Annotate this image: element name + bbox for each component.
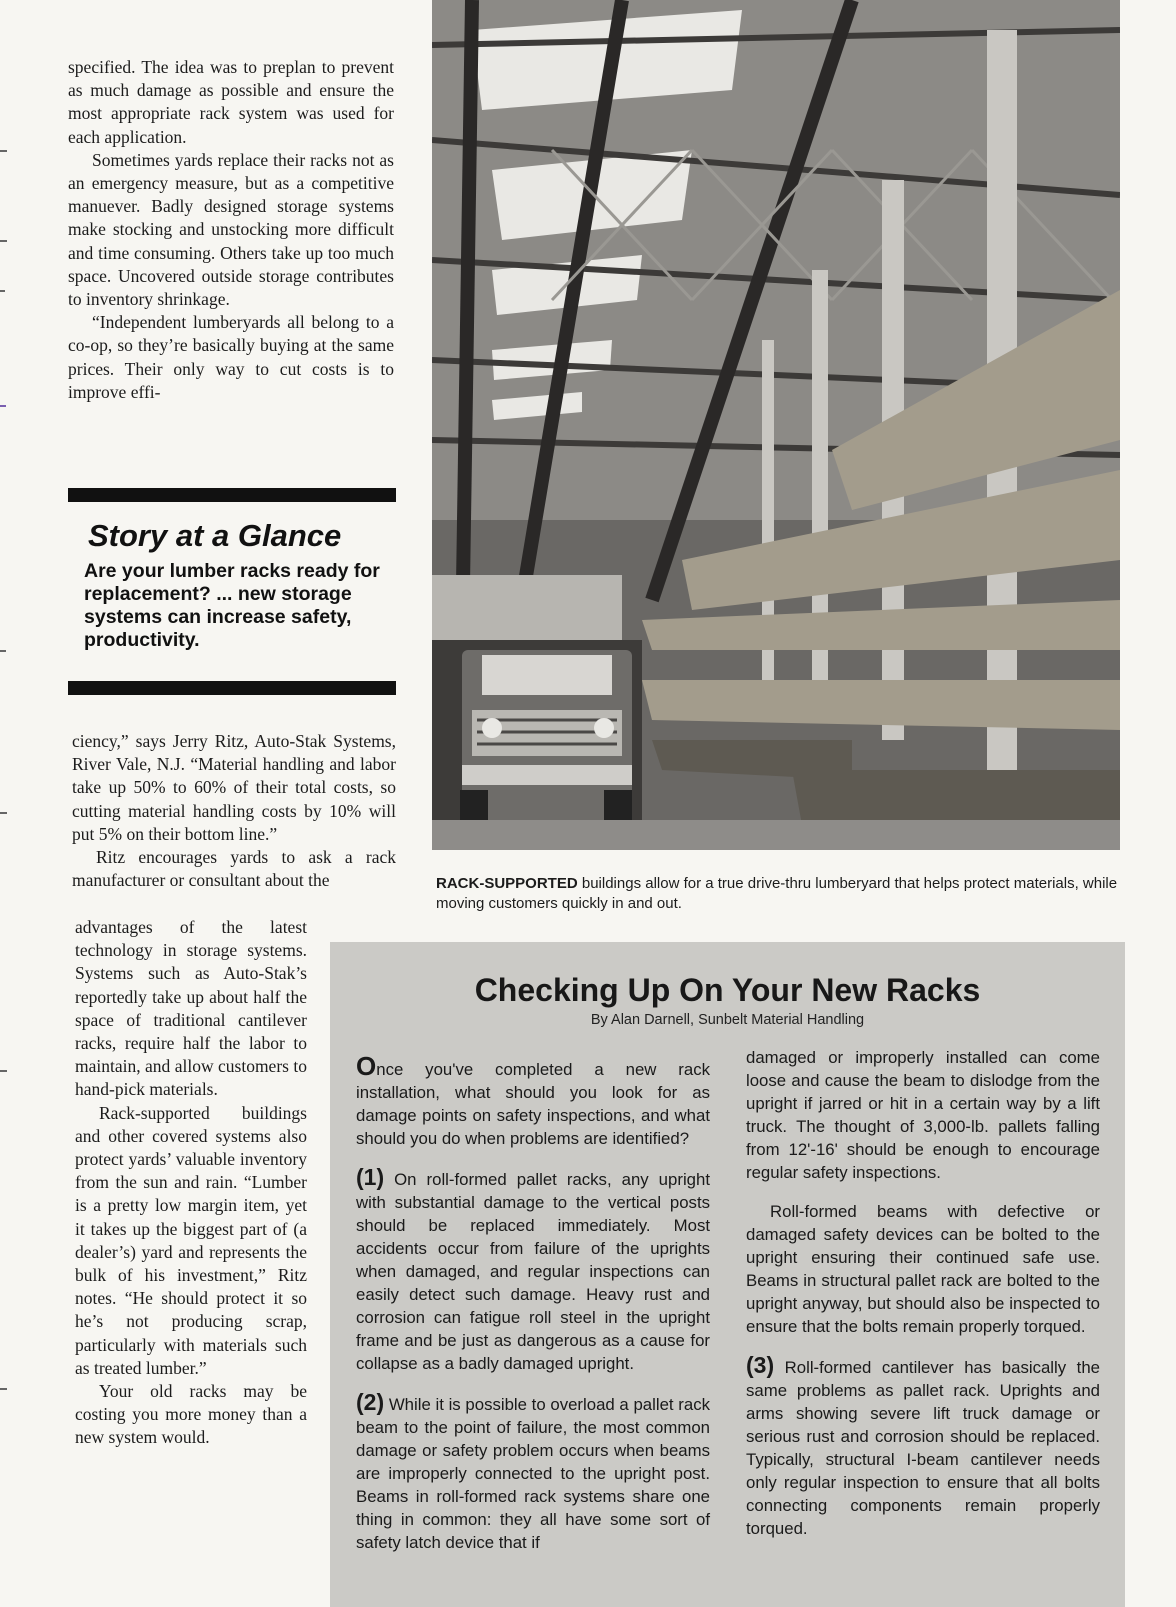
binding-edge-marks bbox=[0, 0, 8, 1607]
sidebar-column-left bbox=[356, 1051, 710, 1570]
article-column-lower bbox=[75, 916, 307, 1450]
body-paragraph: advantages of the latest technology in storage systems. Systems such as Auto-Stak’s reportedly take up about half the space of traditional cantilever racks, require half the labor to maintain, and allow customers to hand-pick materials. bbox=[75, 917, 307, 1100]
sidebar-column-right bbox=[746, 1046, 1100, 1556]
body-paragraph: Ritz encourages yards to ask a rack manufacturer or consultant about the bbox=[72, 847, 396, 891]
article-column-top bbox=[68, 56, 394, 404]
sidebar-box bbox=[330, 942, 1125, 1607]
body-paragraph: specified. The idea was to preplan to prevent as much damage as possible and ensure the most appropriate rack system was used for each application. bbox=[68, 57, 394, 147]
body-paragraph: ciency,” says Jerry Ritz, Auto-Stak Systems, River Vale, N.J. “Material handling and labor take up 50% to 60% of their total costs, so cutting material handling costs by 10% will put 5% on their bottom line.” bbox=[72, 731, 396, 844]
sidebar-title: Checking Up On Your New Racks bbox=[474, 972, 981, 1008]
rack-building-illustration bbox=[432, 0, 1120, 850]
sidebar-item-3: (3) Roll-formed cantilever has basically the same problems as pallet rack. Uprights and arms showing severe lift truck damage or serious rust and corrosion should be replaced. Typically, structural I-beam cantilever needs only regular inspection to ensure that all bolts connecting components remain properly torqued. bbox=[746, 1352, 1100, 1538]
sidebar-paragraph: Roll-formed beams with defective or damaged safety devices can be bolted to the upright ensuring their continued safe use. Beams in structural pallet rack are bolted to the upright anyway, but should also be inspected to ensure that the bolts remain properly torqued. bbox=[746, 1202, 1100, 1336]
lumberyard-photo bbox=[432, 0, 1120, 850]
body-paragraph: Your old racks may be costing you more money than a new system would. bbox=[75, 1381, 307, 1448]
item-number: (1) bbox=[356, 1164, 385, 1190]
glance-top-rule bbox=[68, 488, 396, 502]
body-paragraph: Rack-supported buildings and other covered systems also protect yards’ valuable inventory from the sun and rain. “Lumber is a pretty low margin item, yet it takes up the biggest part of (a dealer’s) yard and represents the bulk of his investment,” Ritz notes. “He should protect it so he’s not producing scrap, particularly with materials such as treated lumber.” bbox=[75, 1102, 307, 1378]
drop-cap: O bbox=[356, 1051, 377, 1081]
sidebar-byline: By Alan Darnell, Sunbelt Material Handling bbox=[590, 1012, 865, 1028]
sidebar-item-2: (2) While it is possible to overload a pallet rack beam to the point of failure, the most common damage or safety problem occurs when beams are improperly connected to the upright post. Beams in roll-formed rack systems share one thing in common: they all have some sort of safety latch device that if bbox=[356, 1389, 710, 1552]
caption-lead: RACK-SUPPORTED bbox=[436, 875, 578, 892]
glance-title: Story at a Glance bbox=[88, 518, 342, 553]
article-column-middle bbox=[72, 730, 396, 892]
photo-caption bbox=[436, 874, 1124, 914]
item-number: (2) bbox=[356, 1389, 385, 1415]
story-at-a-glance-box bbox=[68, 488, 396, 696]
body-paragraph: “Independent lumberyards all belong to a co-op, so they’re basically buying at the same prices. Their only way to cut costs is to improve effi- bbox=[68, 312, 394, 402]
glance-bottom-rule bbox=[68, 681, 396, 695]
item-number: (3) bbox=[746, 1352, 775, 1378]
sidebar-item-1: (1) On roll-formed pallet racks, any upright with substantial damage to the vertical posts should be replaced immediately. Most accidents occur from failure of the uprights when damaged, and regular inspections can easily detect such damage. Heavy rust and corrosion can fatigue roll steel in the upright frame and be just as dangerous as a cause for collapse as a badly damaged upright. bbox=[356, 1164, 710, 1373]
truck-illustration bbox=[460, 650, 632, 845]
sidebar-paragraph: damaged or improperly installed can come loose and cause the beam to dislodge from the upright if jarred or hit in a certain way by a lift truck. The thought of 3,000-lb. pallets falling from 12'-16' should be enough to encourage regular safety inspections. bbox=[746, 1048, 1100, 1182]
sidebar-intro: Once you've completed a new rack installation, what should you look for as damage points on safety inspections, and what should you do when problems are identified? bbox=[356, 1051, 710, 1148]
glance-deck: Are your lumber racks ready for replacement? ... new storage systems can increase safety, productivity. bbox=[84, 560, 380, 651]
caption-text: buildings allow for a true drive-thru lumberyard that helps protect materials, while moving customers quickly in and out. bbox=[436, 875, 1118, 912]
body-paragraph: Sometimes yards replace their racks not as an emergency measure, but as a competitive manuever. Badly designed storage systems make stocking and unstocking more difficult and time consuming. Others take up too much space. Uncovered outside storage contributes to inventory shrinkage. bbox=[68, 149, 394, 310]
